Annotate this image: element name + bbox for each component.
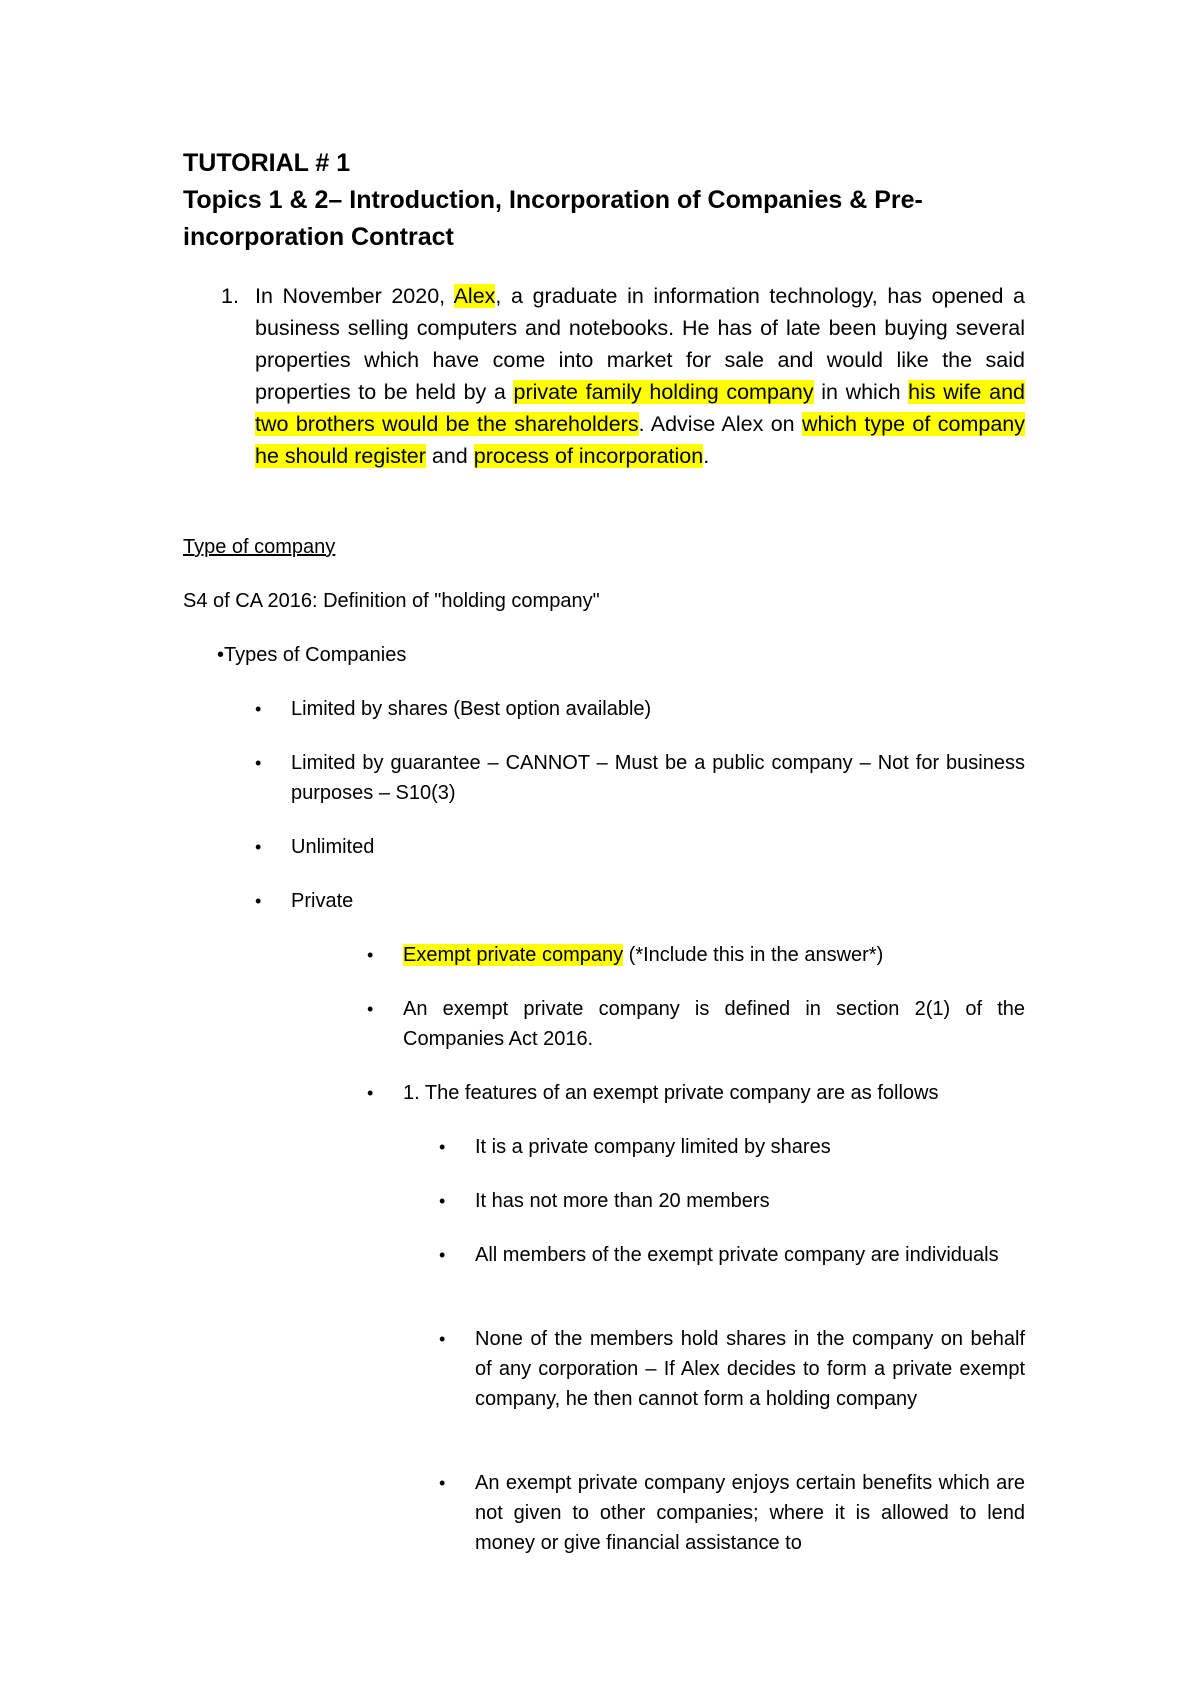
- list-item: [367, 940, 1025, 970]
- type-of-company-heading: Type of company: [183, 536, 336, 558]
- question-text-part: and: [425, 444, 474, 468]
- list-item: [255, 748, 1025, 808]
- list-item: [255, 694, 1025, 724]
- question-number: 1.: [221, 284, 239, 308]
- s4-definition-line: S4 of CA 2016: Definition of "holding company": [183, 590, 600, 612]
- bullet-icon: •: [255, 891, 262, 911]
- list-item-text: It has not more than 20 members: [475, 1190, 770, 1212]
- list-item-text: 1. The features of an exempt private company are as follows: [403, 1082, 939, 1104]
- bullet-icon: •: [367, 945, 374, 965]
- bullet-icon: •: [439, 1191, 446, 1211]
- highlight-company-type: which type of company he should register: [255, 412, 1025, 468]
- list-item: [255, 886, 1025, 916]
- list-item: [367, 994, 1025, 1054]
- highlight-private-family-holding-company: private family holding company: [513, 380, 814, 404]
- tutorial-title: TUTORIAL # 1: [183, 149, 351, 177]
- highlight-shareholders: his wife and two brothers would be the shareholders: [255, 380, 1025, 436]
- list-item: [439, 1132, 1025, 1162]
- question-text-part: in which: [813, 380, 909, 404]
- list-item-text: Private: [291, 890, 354, 912]
- bullet-icon: •: [255, 753, 262, 773]
- list-item-text: An exempt private company enjoys certain benefits which are not given to other companies; where it is allowed to lend money or give financial assistance to: [475, 1472, 1025, 1554]
- question-text-part: . Advise Alex on: [638, 412, 803, 436]
- list-item: [255, 832, 1025, 862]
- topics-heading: Topics 1 & 2– Introduction, Incorporation of Companies & Pre-incorporation Contract: [183, 186, 923, 251]
- bullet-icon: •: [255, 699, 262, 719]
- list-item: [439, 1186, 1025, 1216]
- list-item: [439, 1240, 1025, 1270]
- bullet-icon: •: [439, 1329, 446, 1349]
- list-item-text: It is a private company limited by shares: [475, 1136, 831, 1158]
- list-item: [367, 1078, 1025, 1108]
- highlight-exempt-private-company: Exempt private company: [403, 944, 624, 966]
- bullet-icon: •: [439, 1137, 446, 1157]
- list-item-text: Unlimited: [291, 836, 375, 858]
- bullet-icon: •: [255, 837, 262, 857]
- list-item-text: An exempt private company is defined in section 2(1) of the Companies Act 2016.: [403, 998, 1025, 1050]
- question-text-part: , a graduate in information technology, has opened a business selling computers and notebooks. He has of late been buying several properties which have come into market for sale and would like the said properties to be held by a: [255, 284, 1025, 404]
- question-1: [183, 280, 1025, 472]
- list-item-text: Limited by guarantee – CANNOT – Must be a public company – Not for business purposes – S10(3): [291, 752, 1025, 804]
- bullet-icon: •: [367, 999, 374, 1019]
- question-text: [255, 280, 1025, 472]
- highlight-alex: Alex: [453, 284, 496, 308]
- list-item-text: None of the members hold shares in the company on behalf of any corporation – If Alex decides to form a private exempt company, he then cannot form a holding company: [475, 1328, 1025, 1410]
- question-text-part: In November 2020,: [255, 284, 454, 308]
- list-item: [439, 1468, 1025, 1558]
- highlight-process-of-incorporation: process of incorporation: [473, 444, 704, 468]
- list-item-text: (*Include this in the answer*): [623, 944, 884, 966]
- question-text-part: .: [703, 444, 710, 468]
- bullet-icon: •: [439, 1473, 446, 1493]
- bullet-icon: •: [439, 1245, 446, 1265]
- types-of-companies-line: •Types of Companies: [217, 644, 407, 666]
- bullet-icon: •: [367, 1083, 374, 1103]
- list-item-text: Limited by shares (Best option available): [291, 698, 652, 720]
- list-item: [439, 1324, 1025, 1414]
- list-item-text: All members of the exempt private company are individuals: [475, 1244, 999, 1266]
